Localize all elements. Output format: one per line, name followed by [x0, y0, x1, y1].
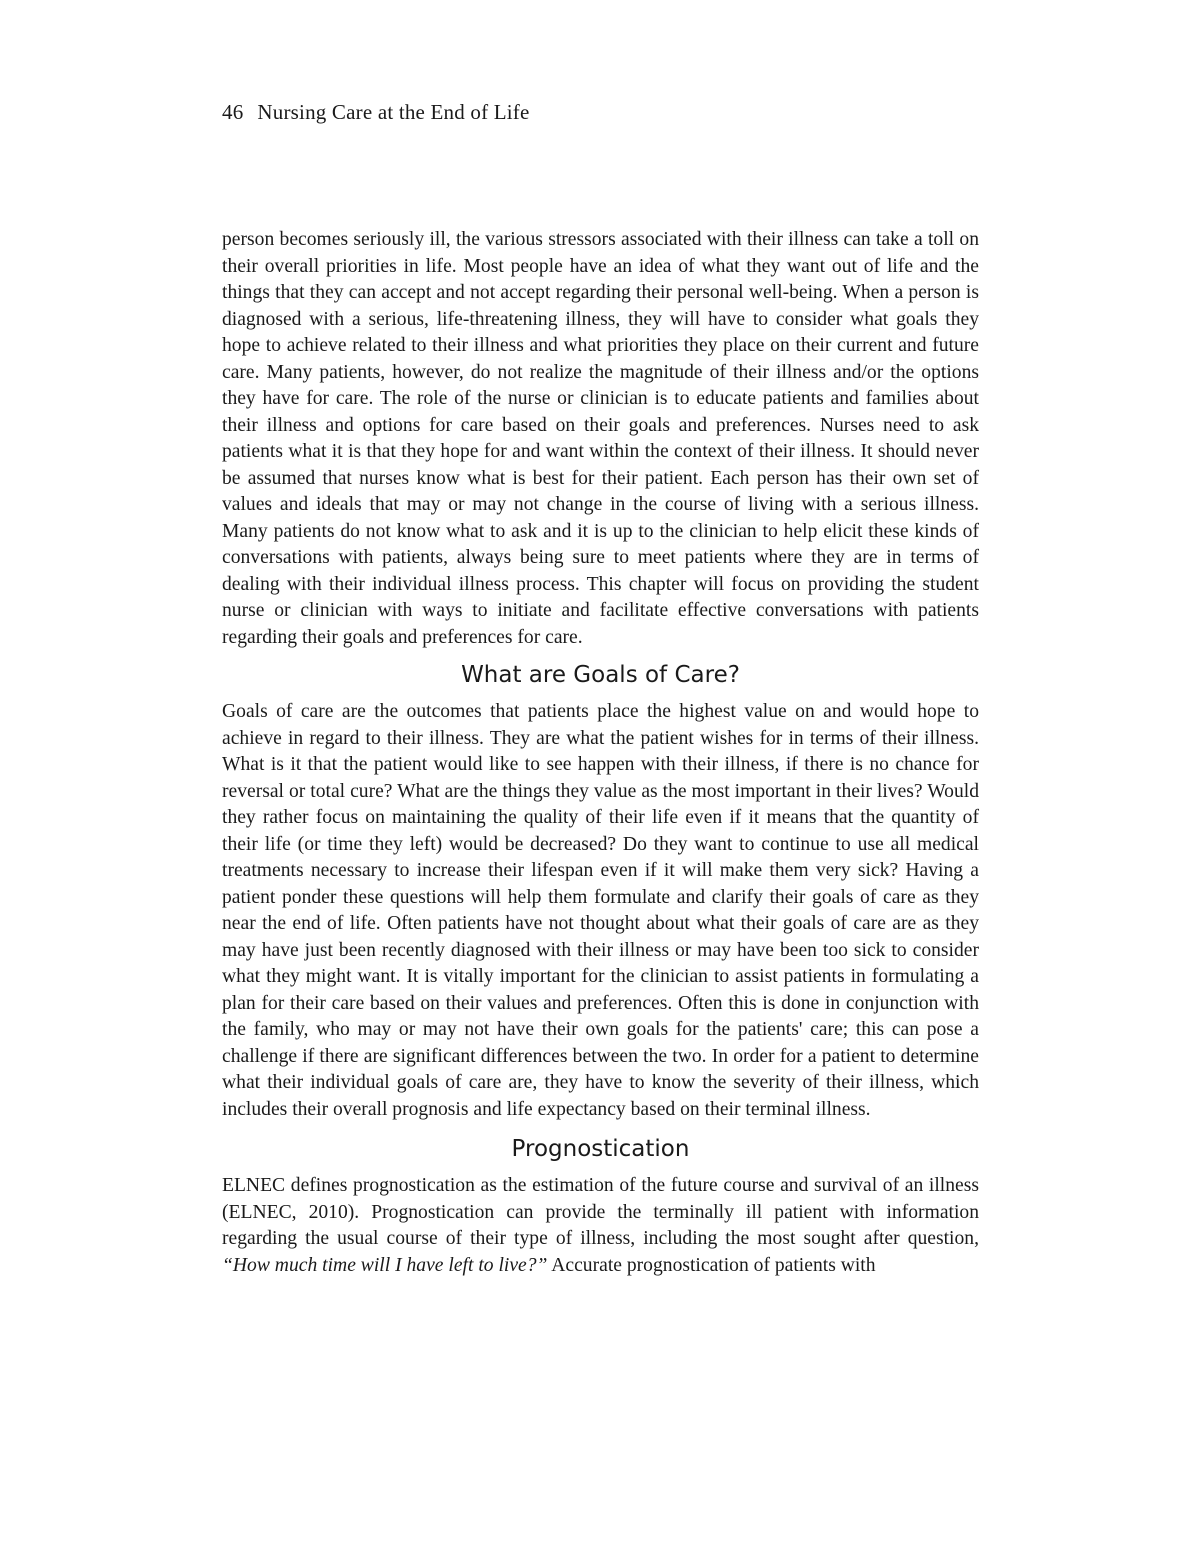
prognostication-quote: “How much time will I have left to live?”: [222, 1254, 548, 1276]
page-number: 46: [222, 100, 244, 124]
page-body: [222, 227, 979, 1279]
intro-paragraph: person becomes seriously ill, the various stressors associated with their illness can take a toll on their overall priorities in life. Most people have an idea of what they want out of life and the things that they can accept and not accept regarding their personal well-being. When a person is diagnosed with a serious, life-threatening illness, they will have to consider what goals they hope to achieve related to their illness and what priorities they place on their current and future care. Many patients, however, do not realize the magnitude of their illness and/or the options they have for care. The role of the nurse or clinician is to educate patients and families about their illness and options for care based on their goals and preferences. Nurses need to ask patients what it is that they hope for and want within the context of their illness. It should never be assumed that nurses know what is best for their patient. Each person has their own set of values and ideals that may or may not change in the course of living with a serious illness. Many patients do not know what to ask and it is up to the clinician to help elicit these kinds of conversations with patients, always being sure to meet patients where they are in terms of dealing with their individual illness process. This chapter will focus on providing the student nurse or clinician with ways to initiate and facilitate effective conversations with patients regarding their goals and preferences for care.: [222, 229, 979, 648]
running-title: Nursing Care at the End of Life: [257, 100, 530, 124]
section-heading-prognostication: Prognostication: [511, 1136, 690, 1162]
running-head: [222, 100, 530, 125]
prognostication-text-start: ELNEC defines prognostication as the estimation of the future course and survival of an illness (ELNEC, 2010). Prognostication can provide the terminally ill patient with information regarding the usual course of their type of illness, including the most sought after question,: [222, 1175, 979, 1249]
goals-of-care-paragraph: Goals of care are the outcomes that patients place the highest value on and would hope to achieve in regard to their illness. They are what the patient wishes for in terms of their illness. What is it that the patient would like to see happen with their illness, if there is no chance for reversal or total cure? What are the things they value as the most important in their lives? Would they rather focus on maintaining the quality of their life even if it means that the quantity of their life (or time they left) would be decreased? Do they want to continue to use all medical treatments necessary to increase their lifespan even if it will make them very sick? Having a patient ponder these questions will help them formulate and clarify their goals of care as they near the end of life. Often patients have not thought about what their goals of care are as they may have just been recently diagnosed with their illness or may have been too sick to consider what they might want. It is vitally important for the clinician to assist patients in formulating a plan for their care based on their values and preferences. Often this is done in conjunction with the family, who may or may not have their own goals for the patients' care; this can pose a challenge if there are significant differences between the two. In order for a patient to determine what their individual goals of care are, they have to know the severity of their illness, which includes their overall prognosis and life expectancy based on their terminal illness.: [222, 701, 979, 1120]
prognostication-paragraph: [222, 1173, 979, 1279]
prognostication-text-end: Accurate prognostication of patients with: [547, 1254, 876, 1276]
section-heading-goals-of-care: What are Goals of Care?: [461, 662, 740, 688]
